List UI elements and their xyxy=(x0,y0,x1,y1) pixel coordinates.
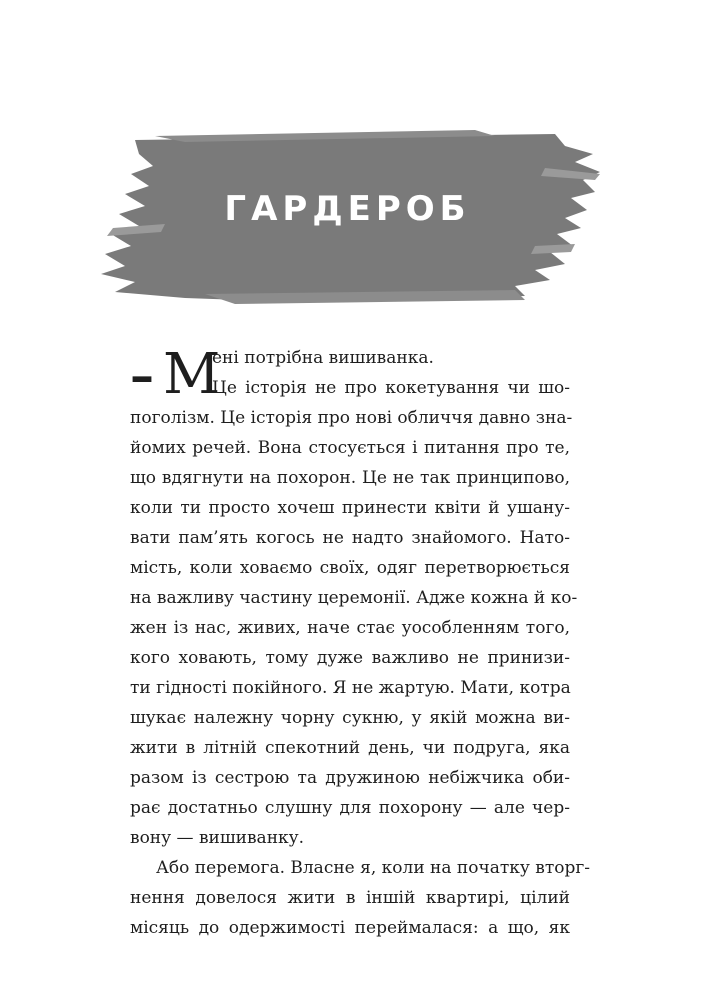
text-line: ти гідності покійного. Я не жартую. Мати, котра xyxy=(130,678,571,698)
text-line: шукає належну чорну сукню, у якій можна ви- xyxy=(130,708,570,728)
text-line: вону — вишиванку. xyxy=(130,828,305,848)
text-line: Або перемога. Власне я, коли на початку вторг- xyxy=(156,858,591,878)
chapter-title: ГАРДЕРОБ xyxy=(224,189,471,229)
text-line: що вдягнути на похорон. Це не так принципово, xyxy=(130,468,570,488)
text-line: кого ховають, тому дуже важливо не принизи- xyxy=(130,648,570,668)
text-line: разом із сестрою та дружиною небіжчика оби- xyxy=(130,768,570,788)
text-line: Це історія не про кокетування чи шо- xyxy=(212,378,570,398)
text-line: на важливу частину церемонії. Адже кожна й ко- xyxy=(130,588,578,608)
dropcap-dash: – xyxy=(130,348,154,404)
text-line: жен із нас, живих, наче стає уособленням того, xyxy=(130,618,570,638)
text-line: поголізм. Це історія про нові обличчя давно зна- xyxy=(130,408,573,428)
text-line: місяць до одержимості переймалася: а що, як xyxy=(130,918,570,938)
text-line: ені потрібна вишиванка. xyxy=(212,348,434,368)
text-line: рає достатньо слушну для похорону — але чер- xyxy=(130,798,570,818)
text-line: жити в літній спекотний день, чи подруга, яка xyxy=(130,738,570,758)
text-line: йомих речей. Вона стосується і питання про те, xyxy=(130,438,570,458)
text-line: нення довелося жити в іншій квартирі, цілий xyxy=(130,888,570,908)
text-line: коли ти просто хочеш принести квіти й ушану- xyxy=(130,498,570,518)
text-line: вати пам’ять когось не надто знайомого. Нато- xyxy=(130,528,570,548)
dropcap-letter: М xyxy=(163,342,221,407)
text-line: мість, коли ховаємо своїх, одяг перетворюється xyxy=(130,558,570,578)
